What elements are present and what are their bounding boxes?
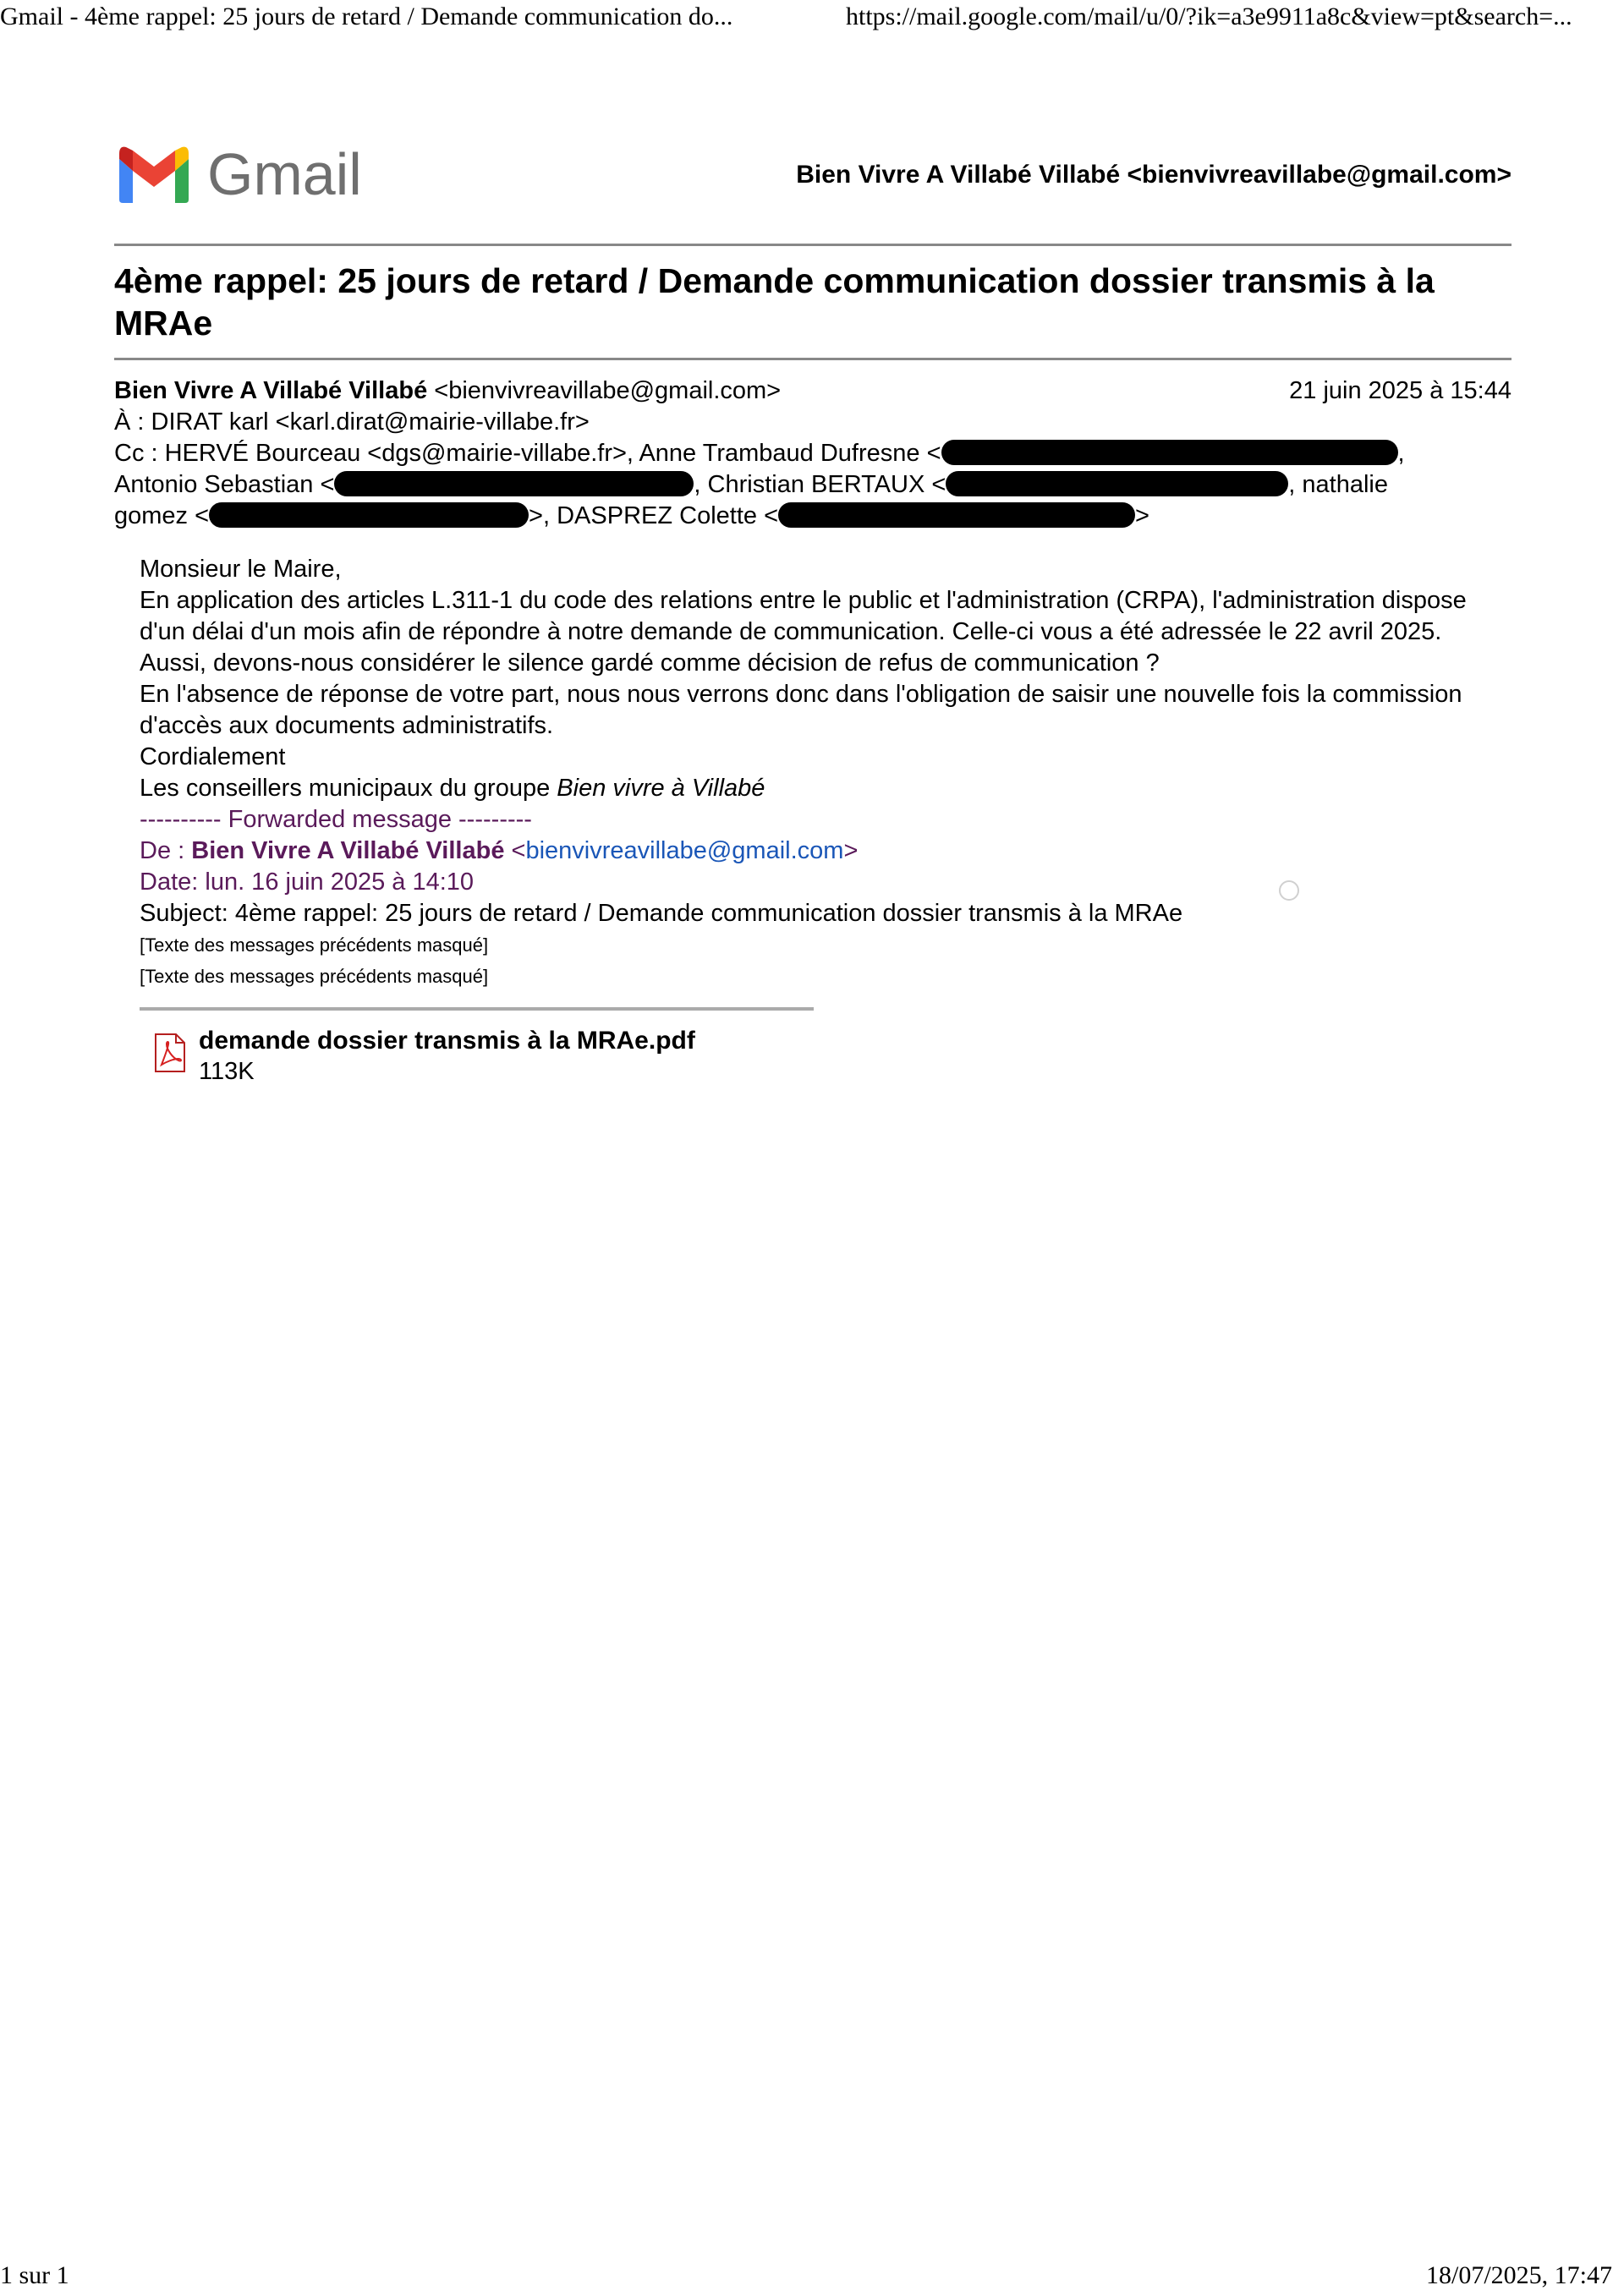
closing: Cordialement <box>140 743 286 770</box>
redaction <box>209 502 529 528</box>
signature-prefix: Les conseillers municipaux du groupe <box>140 775 557 802</box>
cc-text: gomez < <box>114 502 210 529</box>
redaction <box>778 502 1135 528</box>
print-datetime: 18/07/2025, 17:47 <box>1425 2261 1612 2289</box>
print-url: https://mail.google.com/mail/u/0/?ik=a3e9911a8c&view=pt&search=... <box>846 3 1572 30</box>
cc-text: Cc : HERVÉ Bourceau <dgs@mairie-villabe.fr>, Anne Trambaud Dufresne < <box>114 440 941 467</box>
body-paragraph: En application des articles L.311-1 du code des relations entre le public et l'administration (CRPA), l'administration dispose d'un délai d'un mois afin de répondre à notre demande de communication. Celle-ci vous a été adressée le 22 avril 2025. <box>140 587 1467 645</box>
to-line: À : DIRAT karl <karl.dirat@mairie-villabe.fr> <box>114 408 590 436</box>
radio-button[interactable] <box>1279 880 1299 901</box>
sender-name: Bien Vivre A Villabé Villabé <box>114 377 428 404</box>
gmail-logo <box>114 141 362 207</box>
redaction <box>941 440 1398 465</box>
hidden-quoted-text-link[interactable]: [Texte des messages précédents masqué] <box>140 966 489 987</box>
forward-from <box>140 836 1510 867</box>
greeting: Monsieur le Maire, <box>140 556 342 583</box>
forward-from-label: De : <box>140 837 192 864</box>
email-print-page <box>114 135 1512 1087</box>
cc-text: , <box>1397 440 1405 467</box>
print-header <box>0 0 1624 36</box>
gmail-logo-text: Gmail <box>207 141 362 207</box>
attachment[interactable] <box>140 1026 1510 1087</box>
gmail-header <box>114 135 1512 237</box>
attachment-name[interactable]: demande dossier transmis à la MRAe.pdf <box>199 1027 695 1055</box>
email-body <box>140 554 1510 1087</box>
forward-from-close: > <box>843 837 859 864</box>
hidden-quoted-text-link[interactable]: [Texte des messages précédents masqué] <box>140 934 489 956</box>
email-date: 21 juin 2025 à 15:44 <box>1289 377 1512 404</box>
cc-line <box>114 438 1512 469</box>
cc-text: , nathalie <box>1288 471 1388 498</box>
signature <box>140 773 1510 804</box>
cc-text: > <box>1135 502 1149 529</box>
cc-line <box>114 501 1512 532</box>
pdf-icon <box>148 1033 190 1073</box>
signature-group: Bien vivre à Villabé <box>557 775 765 802</box>
body-paragraph: Aussi, devons-nous considérer le silence gardé comme décision de refus de communication ? <box>140 649 1160 677</box>
cc-text: Antonio Sebastian < <box>114 471 335 498</box>
attachment-divider <box>140 1007 814 1011</box>
cc-line <box>114 469 1512 501</box>
cc-text: >, DASPREZ Colette < <box>529 502 779 529</box>
divider <box>114 244 1512 246</box>
forward-from-name: Bien Vivre A Villabé Villabé <box>191 837 505 864</box>
gmail-m-icon <box>114 144 194 205</box>
attachment-size: 113K <box>199 1058 255 1085</box>
redaction <box>946 471 1288 496</box>
redaction <box>334 471 694 496</box>
sender-line <box>114 375 1512 407</box>
email-meta <box>114 375 1512 532</box>
account-identity: Bien Vivre A Villabé Villabé <bienvivreavillabe@gmail.com> <box>796 161 1512 189</box>
email-subject: 4ème rappel: 25 jours de retard / Demande communication dossier transmis à la MRAe <box>114 261 1435 342</box>
print-footer <box>0 2259 1624 2296</box>
sender-address: <bienvivreavillabe@gmail.com> <box>434 377 782 404</box>
body-paragraph: En l'absence de réponse de votre part, nous nous verrons donc dans l'obligation de saisir une nouvelle fois la commission d'accès aux documents administratifs. <box>140 681 1462 739</box>
cc-text: , Christian BERTAUX < <box>694 471 946 498</box>
forward-from-open: < <box>504 837 526 864</box>
forward-from-email-link[interactable]: bienvivreavillabe@gmail.com <box>525 837 844 864</box>
page-number: 1 sur 1 <box>0 2261 69 2289</box>
print-title: Gmail - 4ème rappel: 25 jours de retard / Demande communication do... <box>0 3 733 30</box>
attachment-info <box>199 1026 695 1087</box>
forward-date: Date: lun. 16 juin 2025 à 14:10 <box>140 869 475 896</box>
forward-marker: ---------- Forwarded message --------- <box>140 806 532 833</box>
divider <box>114 358 1512 360</box>
forward-subject: Subject: 4ème rappel: 25 jours de retard / Demande communication dossier transmis à la MRAe <box>140 900 1183 927</box>
